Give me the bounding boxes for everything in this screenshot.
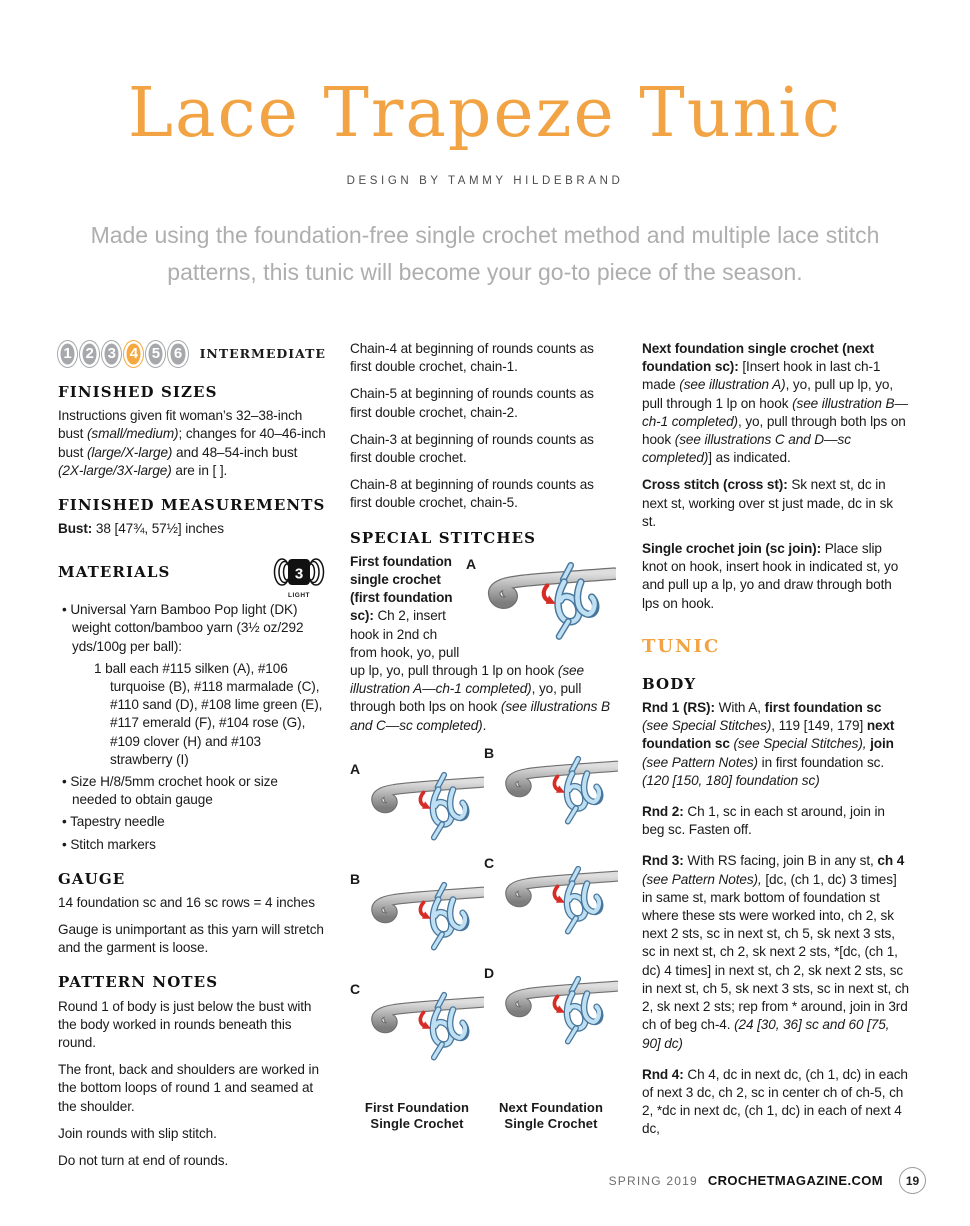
pattern-note: The front, back and shoulders are worked in the bottom loops of round 1 and seamed at the shoulder. [58,1062,319,1114]
chain-note: Chain-4 at beginning of rounds counts as first double crochet, chain-1. [350,341,594,375]
heading-tunic: TUNIC [642,635,721,657]
materials-item: • Tapestry needle [58,813,326,831]
heading-gauge: GAUGE [58,869,126,888]
heading-special-stitches: SPECIAL STITCHES [350,528,537,547]
round-1-text: Rnd 1 (RS): With A, first foundation sc (see Special Stitches), 119 [149, 179] next foundation sc (see Special Stitches), join (see Pattern Notes) in first foundation sc. (120 [150, 180] foundation sc) [642,700,895,788]
skill-dot: 5 [146,341,165,367]
illustration-captions [350,1100,618,1133]
illustration-label: A [350,760,361,777]
materials-item: • Stitch markers [58,836,326,854]
first-foundation-sc-body: First foundation single crochet (first foundation sc): Ch 2, insert hook in 2nd ch from hook, yo, pull up lp, yo, pull through 1 lp on hook (see illustration A—ch-1 completed), yo, pull through both lps on hook (see illustrations B and C—sc completed). [350,553,610,733]
yarn-weight-number: 3 [294,565,304,583]
skill-level [58,340,326,368]
illustration-label: A [466,555,477,572]
first-foundation-sc-text [350,553,618,735]
crochet-hook-illustration [366,980,484,1076]
crochet-hook-illustration [500,744,618,840]
illustration-next-d [484,964,618,1060]
finished-sizes-text: Instructions given fit woman’s 32–38-inch bust (small/medium); changes for 40–46-inch bust (large/X-large) and 48–54-inch bust (2X-large/3X-large) are in [ ]. [58,408,326,478]
column-left [58,340,326,1179]
illustration-label: C [350,980,361,997]
first-foundation-illustrations [350,744,484,1090]
materials-item: • Universal Yarn Bamboo Pop light (DK) weight cotton/bamboo yarn (3½ oz/292 yds/100g per ball): [58,601,326,656]
sc-join-text: Single crochet join (sc join): Place slip knot on hook, insert hook in indicated st, yo and pull up a lp, yo and draw through both lps on hook. [642,541,899,611]
illustration-label: D [484,964,495,981]
skill-level-label: INTERMEDIATE [199,345,326,361]
skill-dot: 3 [102,341,121,367]
caption-next-foundation: Next Foundation Single Crochet [498,1099,604,1131]
page-footer [609,1167,926,1194]
masthead [0,0,970,290]
crochet-hook-illustration [366,760,484,856]
illustration-next-b [484,744,618,840]
chain-note: Chain-3 at beginning of rounds counts as first double crochet. [350,431,594,466]
materials-header [58,547,326,601]
illustration-grid [350,744,618,1090]
skill-dot: 2 [80,341,99,367]
materials-item: • Size H/8/5mm crochet hook or size needed to obtain gauge [58,773,326,809]
illustration-label: C [484,854,495,871]
footer-site: CROCHETMAGAZINE.COM [707,1173,883,1188]
design-byline: DESIGN BY TAMMY HILDEBRAND [346,175,624,188]
caption-first-foundation: First Foundation Single Crochet [364,1099,470,1131]
heading-body: BODY [642,674,697,693]
illustration-label: B [350,870,361,887]
illustration-first-b [350,870,484,966]
illustration-first-a [350,760,484,856]
illustration-label: B [484,744,495,761]
crochet-hook-illustration [500,964,618,1060]
illustration-next-c [484,854,618,950]
yarn-weight-icon [272,557,326,601]
footer-season: SPRING 2019 [608,1173,698,1188]
page-number-badge: 19 [899,1167,926,1194]
chain-note: Chain-5 at beginning of rounds counts as first double crochet, chain-2. [350,386,594,420]
materials-item-sub: 1 ball each #115 silken (A), #106 turquoise (B), #118 marmalade (C), #110 sand (D), #108 lime green (E), #117 emerald (F), #104 rose (G), #109 clover (H) and #103 strawberry (I) [94,660,323,767]
skill-dot: 1 [58,341,77,367]
gauge-text: Gauge is unimportant as this yarn will stretch and the garment is loose. [58,922,324,956]
chain-note: Chain-8 at beginning of rounds counts as first double crochet, chain-5. [350,477,594,511]
crochet-hook-illustration [482,555,616,651]
content-columns [58,340,910,1179]
pattern-note: Do not turn at end of rounds. [58,1152,229,1168]
illustration-next-a [466,555,618,651]
cross-stitch-text: Cross stitch (cross st): Sk next st, dc in next st, working over st just made, dc in sk st. [642,477,893,529]
column-right [642,340,910,1179]
illustration-first-c [350,980,484,1076]
heading-finished-sizes: FINISHED SIZES [58,383,218,401]
next-foundation-illustrations [484,744,618,1090]
crochet-hook-illustration [500,854,618,950]
pattern-note: Join rounds with slip stitch. [58,1125,217,1141]
yarn-skein-icon [273,557,325,589]
heading-materials: MATERIALS [58,563,171,582]
round-4-text: Rnd 4: Ch 4, dc in next dc, (ch 1, dc) in each of next 3 dc, ch 2, sc in center ch of ch-5, ch 2, *dc in next dc, (ch 1, dc) in each of next 4 dc, [642,1066,908,1137]
pattern-note: Round 1 of body is just below the bust with the body worked in rounds beneath this round. [58,998,312,1050]
skill-dot: 6 [168,341,187,367]
crochet-hook-illustration [366,870,484,966]
heading-finished-measurements: FINISHED MEASUREMENTS [58,495,326,514]
yarn-weight-label: LIGHT [288,592,310,600]
skill-dot: 4 [124,341,143,367]
heading-pattern-notes: PATTERN NOTES [58,973,219,992]
page-title: Lace Trapeze Tunic [127,74,843,153]
round-3-text: Rnd 3: With RS facing, join B in any st, ch 4 (see Pattern Notes), [dc, (ch 1, dc) 3 times] in same st, mark bottom of foundation st where these sts were worked into, ch 2, sk next 2 sts, sc in next st, ch 5, sk next 3 sts, sc in next st, ch 2, sk next 2 sts, *[dc, (ch 1, dc) 4 times] in next st, ch 2, sk next 2 sts, sc in next st, ch 5, sk next 3 sts, sc in next st, ch 2, sk next 2 sts; rep from * around, join in 3rd ch of beg ch-4. (24 [30, 36] sc and 60 [75, 90] dc) [642,853,909,1051]
next-foundation-sc-text: Next foundation single crochet (next foundation sc): [Insert hook in last ch-1 made (see illustration A), yo, pull up lp, yo, pull through 1 lp on hook (see illustration B—ch-1 completed), yo, pull through both lps on hook (see illustrations C and D—sc completed)] as indicated. [642,341,908,466]
round-2-text: Rnd 2: Ch 1, sc in each st around, join in beg sc. Fasten off. [642,804,885,838]
column-middle [350,340,618,1179]
intro-text: Made using the foundation-free single crochet method and multiple lace stitch patterns, this tunic will become your go-to piece of the season. [90,222,880,285]
gauge-text: 14 foundation sc and 16 sc rows = 4 inches [58,894,315,910]
finished-measurements-text: Bust: 38 [47¾, 57½] inches [58,521,224,536]
